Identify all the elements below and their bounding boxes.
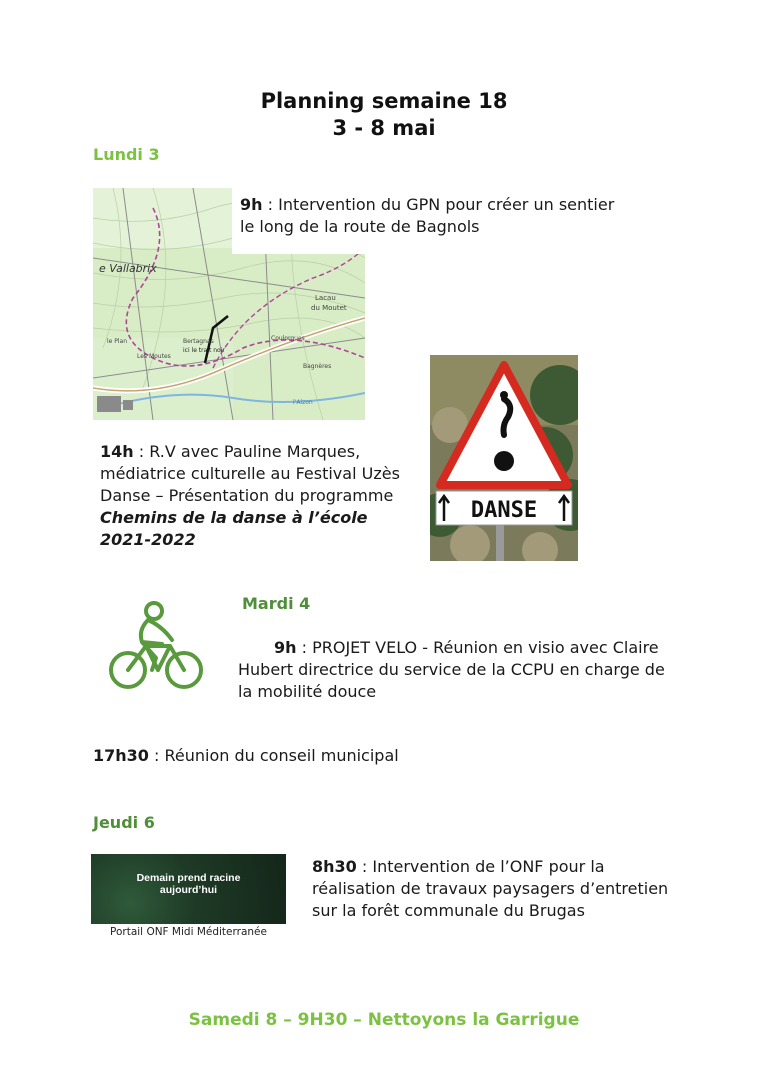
day-label-jeudi: Jeudi 6 <box>93 813 155 832</box>
event-time: 9h <box>274 638 297 657</box>
page-title <box>0 88 768 142</box>
map-label-trail: ici le trait noir <box>183 347 225 354</box>
title-line-2: 3 - 8 mai <box>332 116 436 140</box>
event-mardi-9h <box>238 637 678 703</box>
map-label-coulorgues: Coulorgues <box>271 335 305 342</box>
map-label-alzon: l'Alzon <box>293 399 313 406</box>
map-label-bagneres: Bagnères <box>303 363 332 370</box>
footer-event: Samedi 8 – 9H30 – Nettoyons la Garrigue <box>188 1010 580 1030</box>
event-text: : Intervention de l’ONF pour la réalisation de travaux paysagers d’entretien sur la forêt communale du Brugas <box>312 857 669 920</box>
event-text: : Réunion du conseil municipal <box>148 746 399 765</box>
event-lundi-14h <box>100 441 405 551</box>
banner-text-line-2: aujourd’hui <box>159 884 218 896</box>
onf-banner-image <box>91 854 286 924</box>
sign-text: DANSE <box>470 498 538 523</box>
event-text: : Intervention du GPN pour créer un sentier le long de la route de Bagnols <box>240 195 615 236</box>
event-text: : PROJET VELO - Réunion en visio avec Claire Hubert directrice du service de la CCPU en charge de la mobilité douce <box>238 638 665 701</box>
map-label-bertagnas: Bertagnas <box>183 338 214 345</box>
map-label-plan: le Plan <box>107 338 128 345</box>
event-jeudi-8h30 <box>312 856 682 922</box>
banner-caption: Portail ONF Midi Méditerranée <box>110 926 267 938</box>
event-emphasis: Chemins de la danse à l’école 2021-2022 <box>100 508 368 549</box>
event-time: 8h30 <box>312 857 357 876</box>
map-label-moutes: Les Moutes <box>137 353 171 360</box>
title-line-1: Planning semaine 18 <box>260 89 508 113</box>
banner-text-line-1: Demain prend racine <box>136 872 241 884</box>
event-time: 9h <box>240 195 263 214</box>
bicycle-rider-icon <box>108 600 204 692</box>
event-time: 17h30 <box>93 746 149 765</box>
event-lundi-9h <box>240 194 620 238</box>
map-label-town: e Vallabrix <box>99 262 157 275</box>
day-label-mardi: Mardi 4 <box>242 594 311 613</box>
event-time: 14h <box>100 442 134 461</box>
map-label-moutet: du Moutet <box>311 304 347 312</box>
map-label-lacau: Lacau <box>315 294 336 302</box>
day-label-lundi: Lundi 3 <box>93 145 160 164</box>
danse-road-sign-photo <box>430 355 578 561</box>
event-mardi-17h30 <box>93 745 593 767</box>
event-text: : R.V avec Pauline Marques, médiatrice culturelle au Festival Uzès Danse – Présentation du programme <box>100 442 400 505</box>
